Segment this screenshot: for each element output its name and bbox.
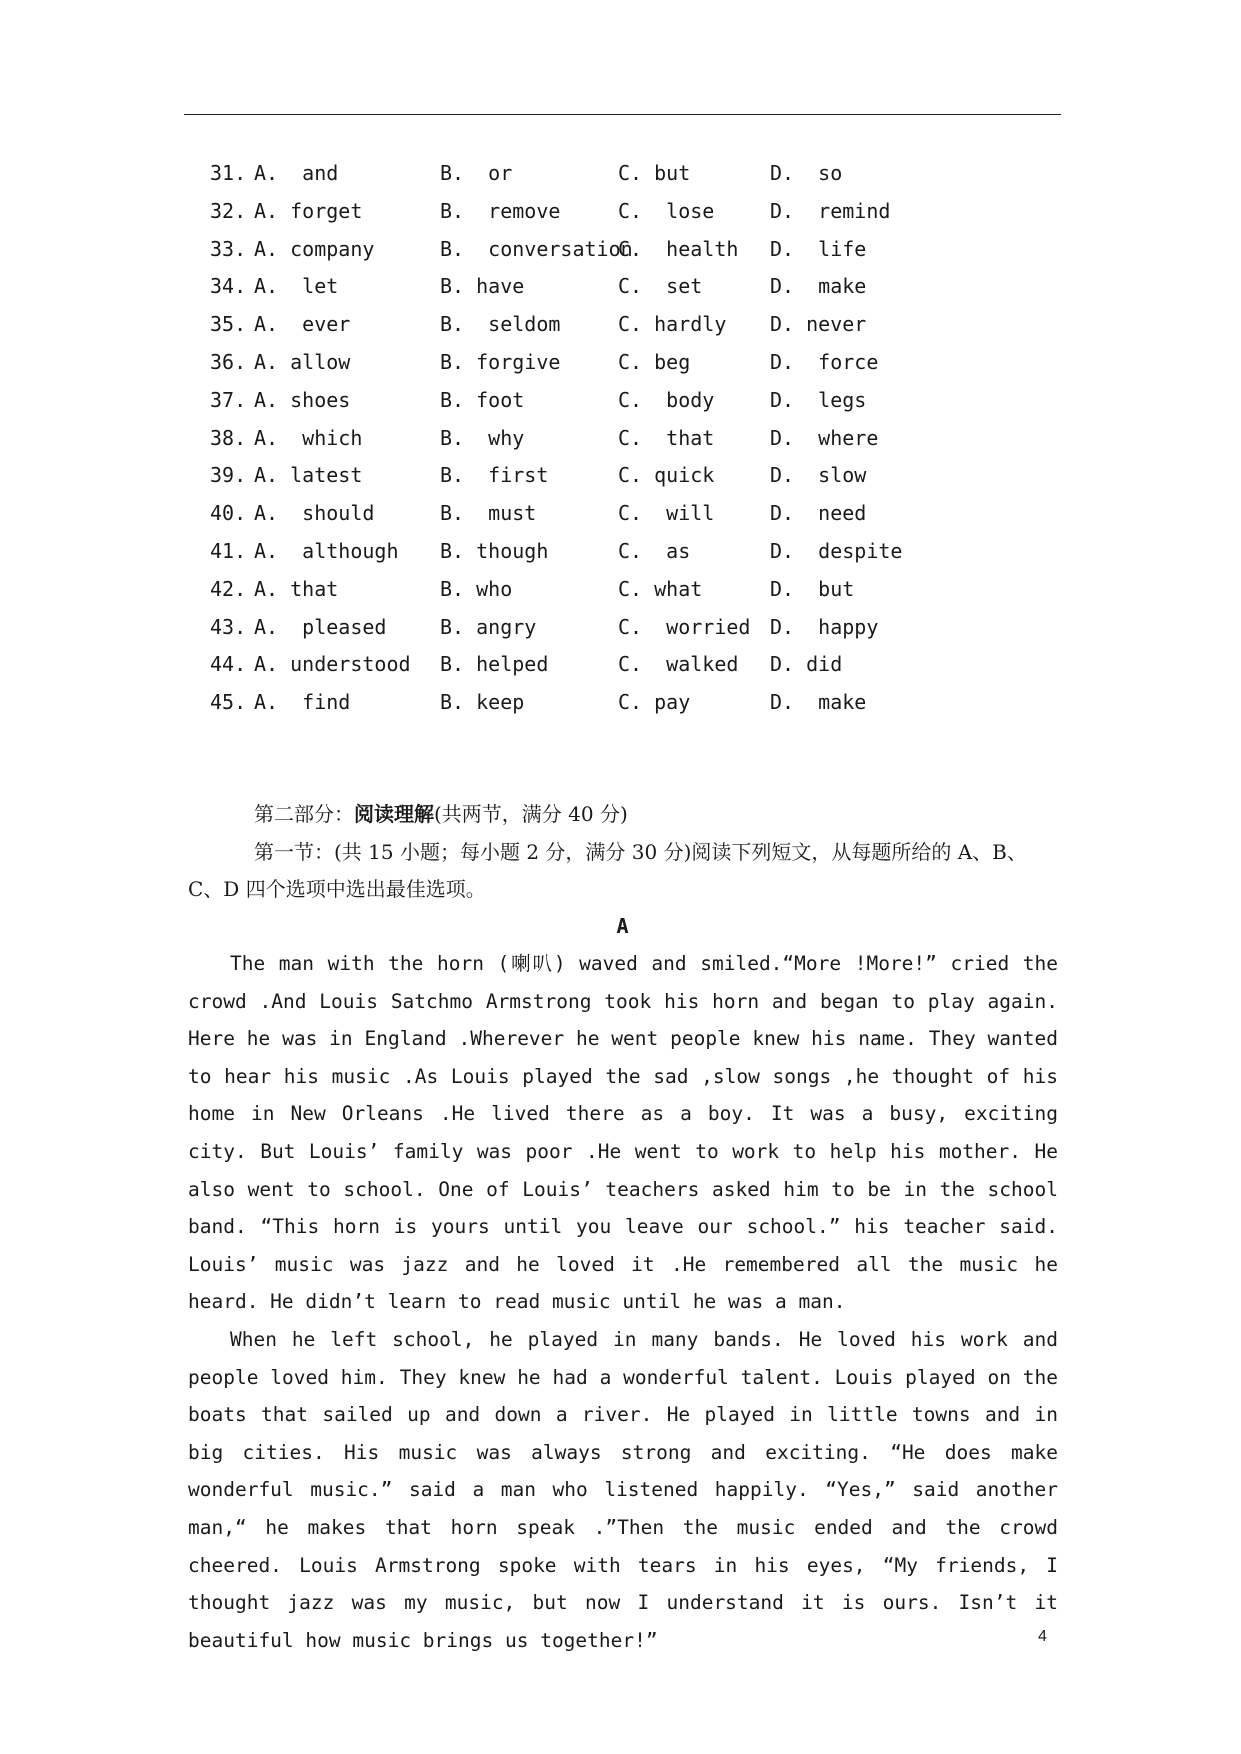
question-number: 44. bbox=[210, 652, 247, 677]
reading-section-instructions bbox=[188, 796, 1058, 909]
choice-row bbox=[210, 423, 1070, 461]
choice-row bbox=[210, 271, 1070, 309]
option-b: B. have bbox=[440, 274, 525, 299]
choice-row bbox=[210, 536, 1070, 574]
option-a: A. which bbox=[254, 425, 363, 450]
question-number: 37. bbox=[210, 387, 247, 412]
multiple-choice-list bbox=[210, 158, 1070, 725]
option-b: B. though bbox=[440, 538, 549, 563]
option-b: B. first bbox=[440, 463, 549, 488]
option-d: D. never bbox=[770, 312, 867, 337]
question-number: 45. bbox=[210, 690, 247, 715]
option-d: D. but bbox=[770, 576, 855, 601]
choice-row bbox=[210, 309, 1070, 347]
choice-row bbox=[210, 687, 1070, 725]
option-b: B. keep bbox=[440, 690, 525, 715]
choice-row bbox=[210, 460, 1070, 498]
question-number: 31. bbox=[210, 161, 247, 185]
option-a: A. forget bbox=[254, 198, 363, 223]
option-a: A. should bbox=[254, 501, 375, 526]
option-b: B. who bbox=[440, 576, 513, 601]
option-c: C. walked bbox=[618, 652, 739, 677]
option-d: D. force bbox=[770, 349, 879, 374]
option-b: B. conversation bbox=[440, 236, 633, 261]
option-c: C. set bbox=[618, 274, 703, 299]
question-number: 43. bbox=[210, 614, 247, 639]
question-number: 32. bbox=[210, 198, 247, 223]
section-title bbox=[188, 796, 1058, 834]
option-c: C. beg bbox=[618, 349, 691, 374]
option-a: A. although bbox=[254, 538, 399, 563]
option-d: D. life bbox=[770, 236, 867, 261]
question-number: 38. bbox=[210, 425, 247, 450]
option-d: D. did bbox=[770, 652, 843, 677]
question-number: 36. bbox=[210, 349, 247, 374]
question-number: 40. bbox=[210, 501, 247, 526]
choice-row bbox=[210, 347, 1070, 385]
option-b: B. helped bbox=[440, 652, 549, 677]
option-d: D. need bbox=[770, 501, 867, 526]
option-c: C. lose bbox=[618, 198, 715, 223]
header-rule bbox=[184, 114, 1061, 115]
option-d: D. legs bbox=[770, 387, 867, 412]
option-b: B. foot bbox=[440, 387, 525, 412]
option-c: C. health bbox=[618, 236, 739, 261]
option-c: C. worried bbox=[618, 614, 751, 639]
option-a: A. and bbox=[254, 161, 339, 185]
choice-row bbox=[210, 196, 1070, 234]
choice-row bbox=[210, 612, 1070, 650]
option-c: C. body bbox=[618, 387, 715, 412]
option-d: D. make bbox=[770, 274, 867, 299]
option-c: C. that bbox=[618, 425, 715, 450]
question-number: 39. bbox=[210, 463, 247, 488]
option-a: A. find bbox=[254, 690, 351, 715]
option-b: B. why bbox=[440, 425, 525, 450]
option-a: A. understood bbox=[254, 652, 411, 677]
option-d: D. make bbox=[770, 690, 867, 715]
option-d: D. slow bbox=[770, 463, 867, 488]
option-b: B. forgive bbox=[440, 349, 561, 374]
question-number: 33. bbox=[210, 236, 247, 261]
section-title-prefix: 第二部分： bbox=[254, 802, 354, 826]
option-c: C. will bbox=[618, 501, 715, 526]
option-a: A. shoes bbox=[254, 387, 351, 412]
option-b: B. seldom bbox=[440, 312, 561, 337]
option-a: A. pleased bbox=[254, 614, 387, 639]
section-title-bold: 阅读理解 bbox=[354, 802, 434, 826]
page-number: 4 bbox=[1038, 1628, 1047, 1645]
option-d: D. happy bbox=[770, 614, 879, 639]
option-b: B. remove bbox=[440, 198, 561, 223]
question-number: 35. bbox=[210, 312, 247, 337]
option-a: A. let bbox=[254, 274, 339, 299]
passage-paragraph: When he left school, he played in many bands. He loved his work and people loved him. They knew he had a wonderful talent. Louis played on the boats that sailed up and down a river. He played in little towns and in big cities. His music was always strong and exciting. “He does make wonderful music.” said a man who listened happily. “Yes,” said another man,“ he makes that horn speak .”Then the music ended and the crowd cheered. Louis Armstrong spoke with tears in his eyes, “My friends, I thought jazz was my music, but now I understand it is ours. Isn’t it beautiful how music brings us together!” bbox=[188, 1327, 1058, 1652]
choice-row bbox=[210, 498, 1070, 536]
option-a: A. company bbox=[254, 236, 375, 261]
section-title-suffix: (共两节，满分 40 分) bbox=[434, 802, 628, 826]
option-a: A. ever bbox=[254, 312, 351, 337]
option-c: C. pay bbox=[618, 690, 691, 715]
option-c: C. but bbox=[618, 161, 691, 185]
option-b: B. must bbox=[440, 501, 537, 526]
passage-heading: A bbox=[616, 914, 629, 938]
reading-passage bbox=[188, 945, 1058, 1659]
choice-row bbox=[210, 649, 1070, 687]
option-a: A. allow bbox=[254, 349, 351, 374]
choice-row bbox=[210, 158, 1070, 196]
option-a: A. latest bbox=[254, 463, 363, 488]
option-a: A. that bbox=[254, 576, 339, 601]
option-b: B. angry bbox=[440, 614, 537, 639]
question-number: 34. bbox=[210, 274, 247, 299]
option-c: C. quick bbox=[618, 463, 715, 488]
choice-row bbox=[210, 234, 1070, 272]
option-c: C. hardly bbox=[618, 312, 727, 337]
choice-row bbox=[210, 574, 1070, 612]
option-d: D. remind bbox=[770, 198, 891, 223]
option-c: C. what bbox=[618, 576, 703, 601]
option-d: D. where bbox=[770, 425, 879, 450]
option-b: B. or bbox=[440, 161, 513, 185]
question-number: 41. bbox=[210, 538, 247, 563]
option-d: D. despite bbox=[770, 538, 903, 563]
choice-row bbox=[210, 385, 1070, 423]
question-number: 42. bbox=[210, 576, 247, 601]
option-d: D. so bbox=[770, 161, 843, 185]
passage-paragraph: The man with the horn (喇叭) waved and smiled.“More !More!” cried the crowd .And Louis Satchmo Armstrong took his horn and began to play again. Here he was in England .Wherever he went people knew his name. They wanted to hear his music .As Louis played the sad ,slow songs ,he thought of his home in New Orleans .He lived there as a boy. It was a busy, exciting city. But Louis’ family was poor .He went to work to help his mother. He also went to school. One of Louis’ teachers asked him to be in the school band. “This horn is yours until you leave our school.” his teacher said. Louis’ music was jazz and he loved it .He remembered all the music he heard. He didn’t learn to read music until he was a man. bbox=[188, 952, 1058, 1314]
section-subtitle: 第一节：(共 15 小题；每小题 2 分，满分 30 分)阅读下列短文，从每题所给的 A、B、C、D 四个选项中选出最佳选项。 bbox=[188, 839, 1027, 902]
option-c: C. as bbox=[618, 538, 691, 563]
